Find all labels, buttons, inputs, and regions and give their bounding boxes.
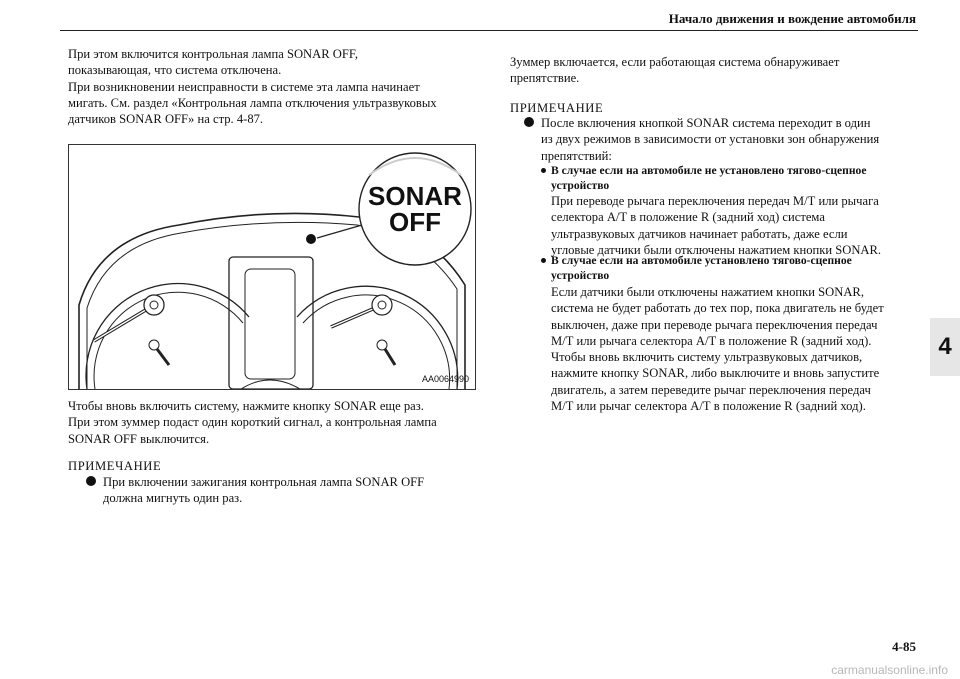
right-note-bullet — [524, 115, 879, 164]
instrument-cluster-figure — [68, 144, 476, 390]
page-number: 4-85 — [892, 639, 916, 654]
text-line: двигатель, а затем переведите рычаг переключения передач — [551, 382, 871, 397]
lamp-label-line2: OFF — [389, 207, 441, 237]
text-line: При включении зажигания контрольная лампа SONAR OFF — [103, 475, 425, 489]
text-line: устройство — [551, 269, 610, 282]
center-display — [229, 257, 313, 389]
right-paragraph-1 — [510, 54, 839, 87]
text-line: препятствий: — [541, 148, 612, 163]
text-line: ультразвуковых датчиков начинает работать, даже если — [551, 226, 848, 241]
lamp-label-line1: SONAR — [368, 181, 462, 211]
text-line: М/Т или рычага селектора А/Т в положение R (задний ход). — [551, 333, 872, 348]
text-line: В случае если на автомобиле установлено тягово-сцепное — [551, 254, 852, 267]
text-line: При этом включится контрольная лампа SONAR OFF, — [68, 47, 359, 61]
text-line: Зуммер включается, если работающая система обнаруживает — [510, 55, 840, 69]
watermark[interactable]: carmanualsonline.info — [831, 663, 948, 677]
text-line: Чтобы вновь включить систему ультразвуковых датчиков, — [551, 350, 863, 365]
figure-code: AA0064990 — [421, 374, 469, 384]
text-line: При возникновении неисправности в системе эта лампа начинает — [68, 79, 420, 94]
right-note-heading: ПРИМЕЧАНИЕ — [510, 101, 604, 115]
right-sub-bullet-2-title — [541, 253, 852, 283]
bullet-icon — [86, 476, 96, 486]
sub-bullet-icon — [541, 168, 546, 173]
page-header-title: Начало движения и вождение автомобиля — [668, 11, 916, 26]
sonar-off-indicator — [306, 234, 316, 244]
text-line: нажмите кнопку SONAR, либо выключите и вновь запустите — [551, 366, 880, 381]
text-line: селектора А/Т в положение R (задний ход) система — [551, 210, 825, 225]
text-line: должна мигнуть один раз. — [103, 491, 243, 506]
text-line: угловые датчики были отключены нажатием кнопки SONAR. — [551, 242, 882, 257]
text-line: При переводе рычага переключения передач М/Т или рычага — [551, 194, 879, 208]
sonar-off-lamp-callout — [359, 153, 471, 265]
text-line: датчиков SONAR OFF» на стр. 4-87. — [68, 112, 264, 127]
left-note-bullet — [86, 474, 424, 507]
bullet-icon — [524, 117, 534, 127]
text-line: препятствие. — [510, 71, 580, 86]
left-note-heading: ПРИМЕЧАНИЕ — [68, 459, 162, 473]
text-line: М/Т или рычаг селектора А/Т в положение R (задний ход). — [551, 399, 866, 414]
text-line: Чтобы вновь включить систему, нажмите кнопку SONAR еще раз. — [68, 399, 424, 413]
text-line: из двух режимов в зависимости от установки зон обнаружения — [541, 132, 880, 147]
right-sub-bullet-1-text — [551, 193, 881, 258]
text-line: В случае если на автомобиле не установлено тягово-сцепное — [551, 164, 867, 177]
text-line: устройство — [551, 179, 610, 192]
text-line: система не будет работать до тех пор, пока двигатель не будет — [551, 301, 884, 316]
text-line: Если датчики были отключены нажатием кнопки SONAR, — [551, 285, 864, 299]
text-line: показывающая, что система отключена. — [68, 63, 282, 78]
right-sub-bullet-2-text — [551, 284, 884, 414]
instrument-cluster-illustration — [69, 145, 475, 389]
text-line: При этом зуммер подаст один короткий сигнал, а контрольная лампа — [68, 415, 437, 430]
text-line: мигать. См. раздел «Контрольная лампа отключения ультразвуковых — [68, 95, 437, 110]
left-paragraph-1 — [68, 46, 437, 127]
right-sub-bullet-1-title — [541, 163, 866, 193]
text-line: SONAR OFF выключится. — [68, 431, 210, 446]
header-rule — [60, 30, 918, 31]
speedometer-gauge — [86, 284, 249, 389]
text-line: выключен, даже при переводе рычага переключения передач — [551, 317, 878, 332]
text-line: После включения кнопкой SONAR система переходит в один — [541, 116, 871, 130]
sub-bullet-icon — [541, 258, 546, 263]
chapter-tab[interactable]: 4 — [930, 318, 960, 376]
left-paragraph-2 — [68, 398, 437, 447]
